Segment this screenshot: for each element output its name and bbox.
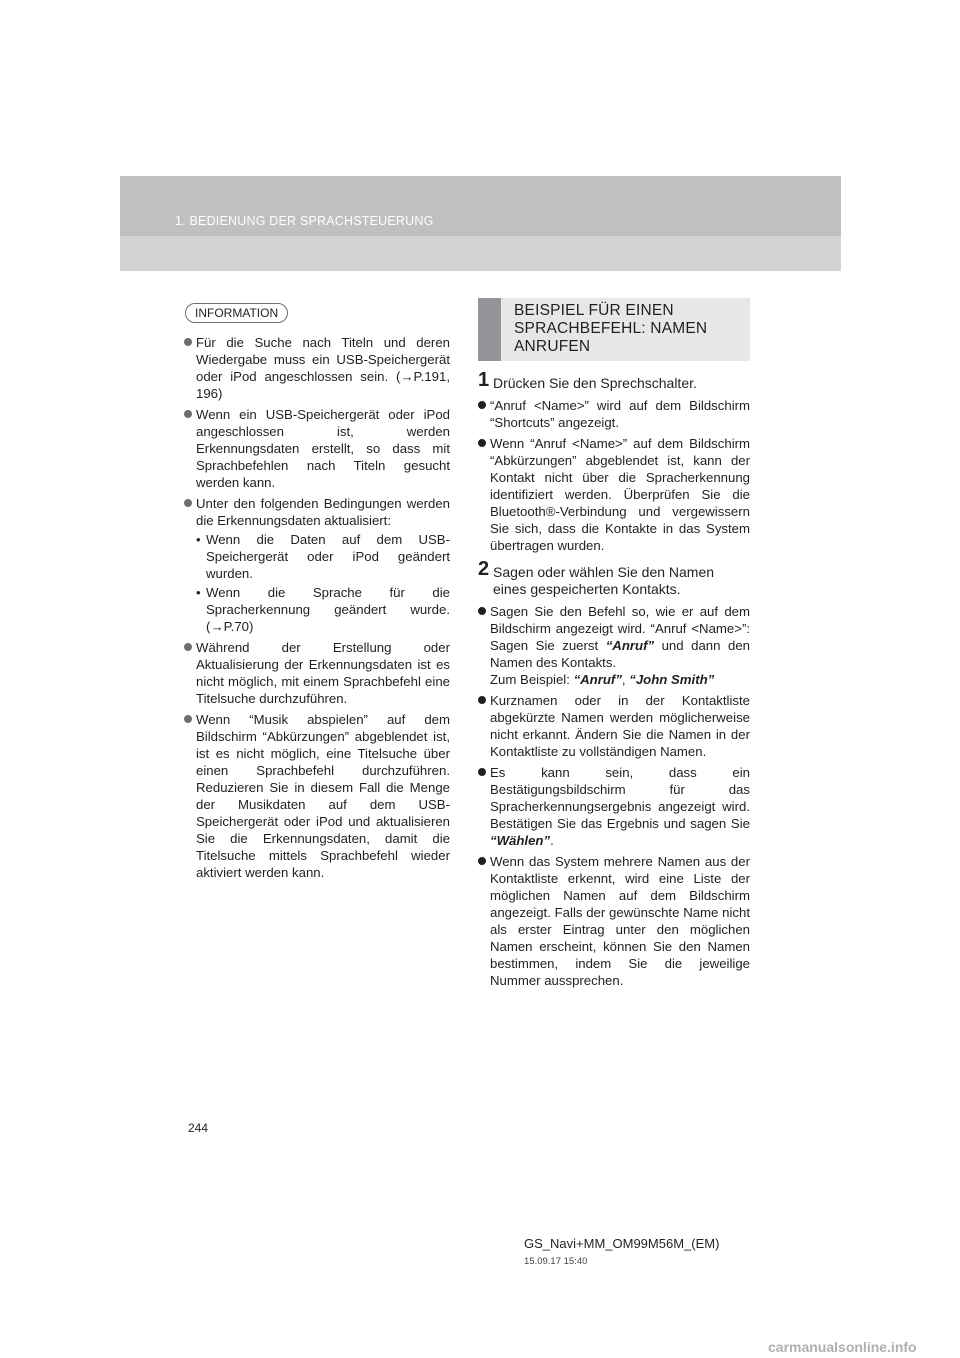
info-item — [184, 495, 450, 635]
heading-line: BEISPIEL FÜR EINEN — [514, 302, 674, 319]
info-sub-item-text: Wenn die Sprache für die Spracherkennung geändert wurde. (→P.70) — [206, 585, 450, 634]
section-heading — [478, 298, 750, 361]
step-2-bullet — [478, 603, 750, 688]
step-text: Drücken Sie den Sprechschalter. — [493, 375, 697, 391]
heading-text — [514, 302, 707, 356]
info-item — [184, 334, 450, 402]
bullet-text: “Anruf <Name>” wird auf dem Bildschirm “Shortcuts” angezeigt. — [490, 398, 750, 430]
step-2-bullet — [478, 764, 750, 849]
info-item-text: Für die Suche nach Titeln und deren Wiedergabe muss ein USB-Speichergerät oder iPod angeschlossen sein. (→P.191, 196) — [196, 335, 450, 401]
bullet-text: Wenn das System mehrere Namen aus der Kontaktliste erkennt, wird eine Liste der möglichen Namen auf dem Bildschirm angezeigt. Falls der gewünschte Name nicht als erster Eintrag unter den möglichen Namen erscheint, können Sie den Namen bestimmen, indem Sie die jeweilige Nummer aussprechen. — [490, 854, 750, 988]
info-sub-item-text: Wenn die Daten auf dem USB-Speichergerät oder iPod geändert wurden. — [206, 532, 450, 581]
heading-line: SPRACHBEFEHL: NAMEN — [514, 320, 708, 337]
bullet-icon — [184, 499, 192, 507]
command-emphasis: “Wählen” — [490, 833, 551, 848]
command-emphasis: “Anruf” — [605, 638, 655, 653]
step-number: 1 — [478, 369, 490, 391]
info-item — [184, 406, 450, 491]
info-item — [184, 711, 450, 881]
header-band — [120, 176, 841, 271]
page-number: 244 — [188, 1121, 209, 1135]
info-item — [184, 639, 450, 707]
bullet-icon — [478, 439, 486, 447]
info-sub-item — [196, 531, 450, 582]
bullet-icon — [184, 715, 192, 723]
header-strip — [120, 176, 841, 236]
heading-accent-bar — [478, 298, 501, 361]
step-1-bullet — [478, 435, 750, 554]
bullet-icon — [478, 768, 486, 776]
bullet-icon — [478, 696, 486, 704]
bullet-icon — [478, 401, 486, 409]
section-title: 1. BEDIENUNG DER SPRACHSTEUERUNG — [175, 214, 434, 228]
step-1 — [478, 369, 750, 392]
footer-document-code: GS_Navi+MM_OM99M56M_(EM) — [524, 1236, 720, 1251]
example-separator: , — [621, 672, 630, 687]
information-box — [184, 303, 450, 885]
step-number: 2 — [478, 558, 490, 580]
sub-bullet-icon: • — [196, 532, 201, 547]
step-1-bullet — [478, 397, 750, 431]
bullet-text: Kurznamen oder in der Kontaktliste abgekürzte Namen werden möglicherweise nicht erkannt. Ändern Sie die Namen in der Kontaktliste zu vollständigen Namen. — [490, 693, 750, 759]
info-sub-item — [196, 584, 450, 635]
bullet-icon — [184, 338, 192, 346]
bullet-text: Es kann sein, dass ein Bestätigungsbildschirm für das Spracherkennungsergebnis angezeigt wird. Bestätigen Sie das Ergebnis und sagen Sie — [490, 765, 750, 831]
info-item-text: Wenn “Musik abspielen” auf dem Bildschirm “Abkürzungen” abgeblendet ist, ist es nicht möglich, eine Titelsuche über einen Sprachbefehl durchzuführen. Reduzieren Sie in diesem Fall die Menge der Musikdaten auf dem USB-Speichergerät oder iPod und aktualisieren Sie die Erkennungsdaten, damit die Titelsuche mittels Sprachbefehl wieder aktiviert werden kann. — [196, 712, 450, 880]
step-2-bullet — [478, 853, 750, 989]
bullet-icon — [478, 607, 486, 615]
step-2-bullet — [478, 692, 750, 760]
bullet-icon — [184, 410, 192, 418]
example-line — [490, 671, 750, 688]
info-item-text: Wenn ein USB-Speichergerät oder iPod angeschlossen ist, werden Erkennungsdaten erstellt, so dass mit Sprachbefehlen nach Titeln gesucht werden kann. — [196, 407, 450, 490]
example-section — [478, 298, 750, 993]
info-item-text: Während der Erstellung oder Aktualisierung der Erkennungsdaten ist es nicht möglich, mit einem Sprachbefehl eine Titelsuche durchzuführen. — [196, 640, 450, 706]
step-text: Sagen oder wählen Sie den Namen eines gespeicherten Kontakts. — [493, 564, 715, 597]
sub-bullet-icon: • — [196, 585, 201, 600]
example-label: Zum Beispiel: — [490, 672, 574, 687]
command-emphasis: “John Smith” — [629, 672, 715, 687]
bullet-text: . — [550, 833, 554, 848]
step-2 — [478, 558, 750, 598]
bullet-icon — [478, 857, 486, 865]
info-item-text: Unter den folgenden Bedingungen werden die Erkennungsdaten aktualisiert: — [196, 496, 450, 528]
command-emphasis: “Anruf” — [573, 672, 622, 687]
bullet-text: Wenn “Anruf <Name>” auf dem Bildschirm “Abkürzungen” abgeblendet ist, kann der Kontakt nicht über die Spracherkennung identifiziert werden. Überprüfen Sie die Bluetooth®-Verbindung und vergewissern Sie sich, dass die Kontakte in das System übertragen wurden. — [490, 436, 750, 553]
bullet-icon — [184, 643, 192, 651]
heading-line: ANRUFEN — [514, 338, 591, 355]
information-tag: INFORMATION — [185, 303, 288, 323]
bullet-text: und dann den Namen des Kontakts. — [490, 638, 750, 670]
watermark: carmanualsonline.info — [768, 1339, 917, 1355]
bullet-text: Sagen Sie den Befehl so, wie er auf dem Bildschirm angezeigt wird. “Anruf <Name>”: Sagen Sie zuerst — [490, 604, 750, 653]
footer-date: 15.09.17 15:40 — [524, 1256, 588, 1267]
